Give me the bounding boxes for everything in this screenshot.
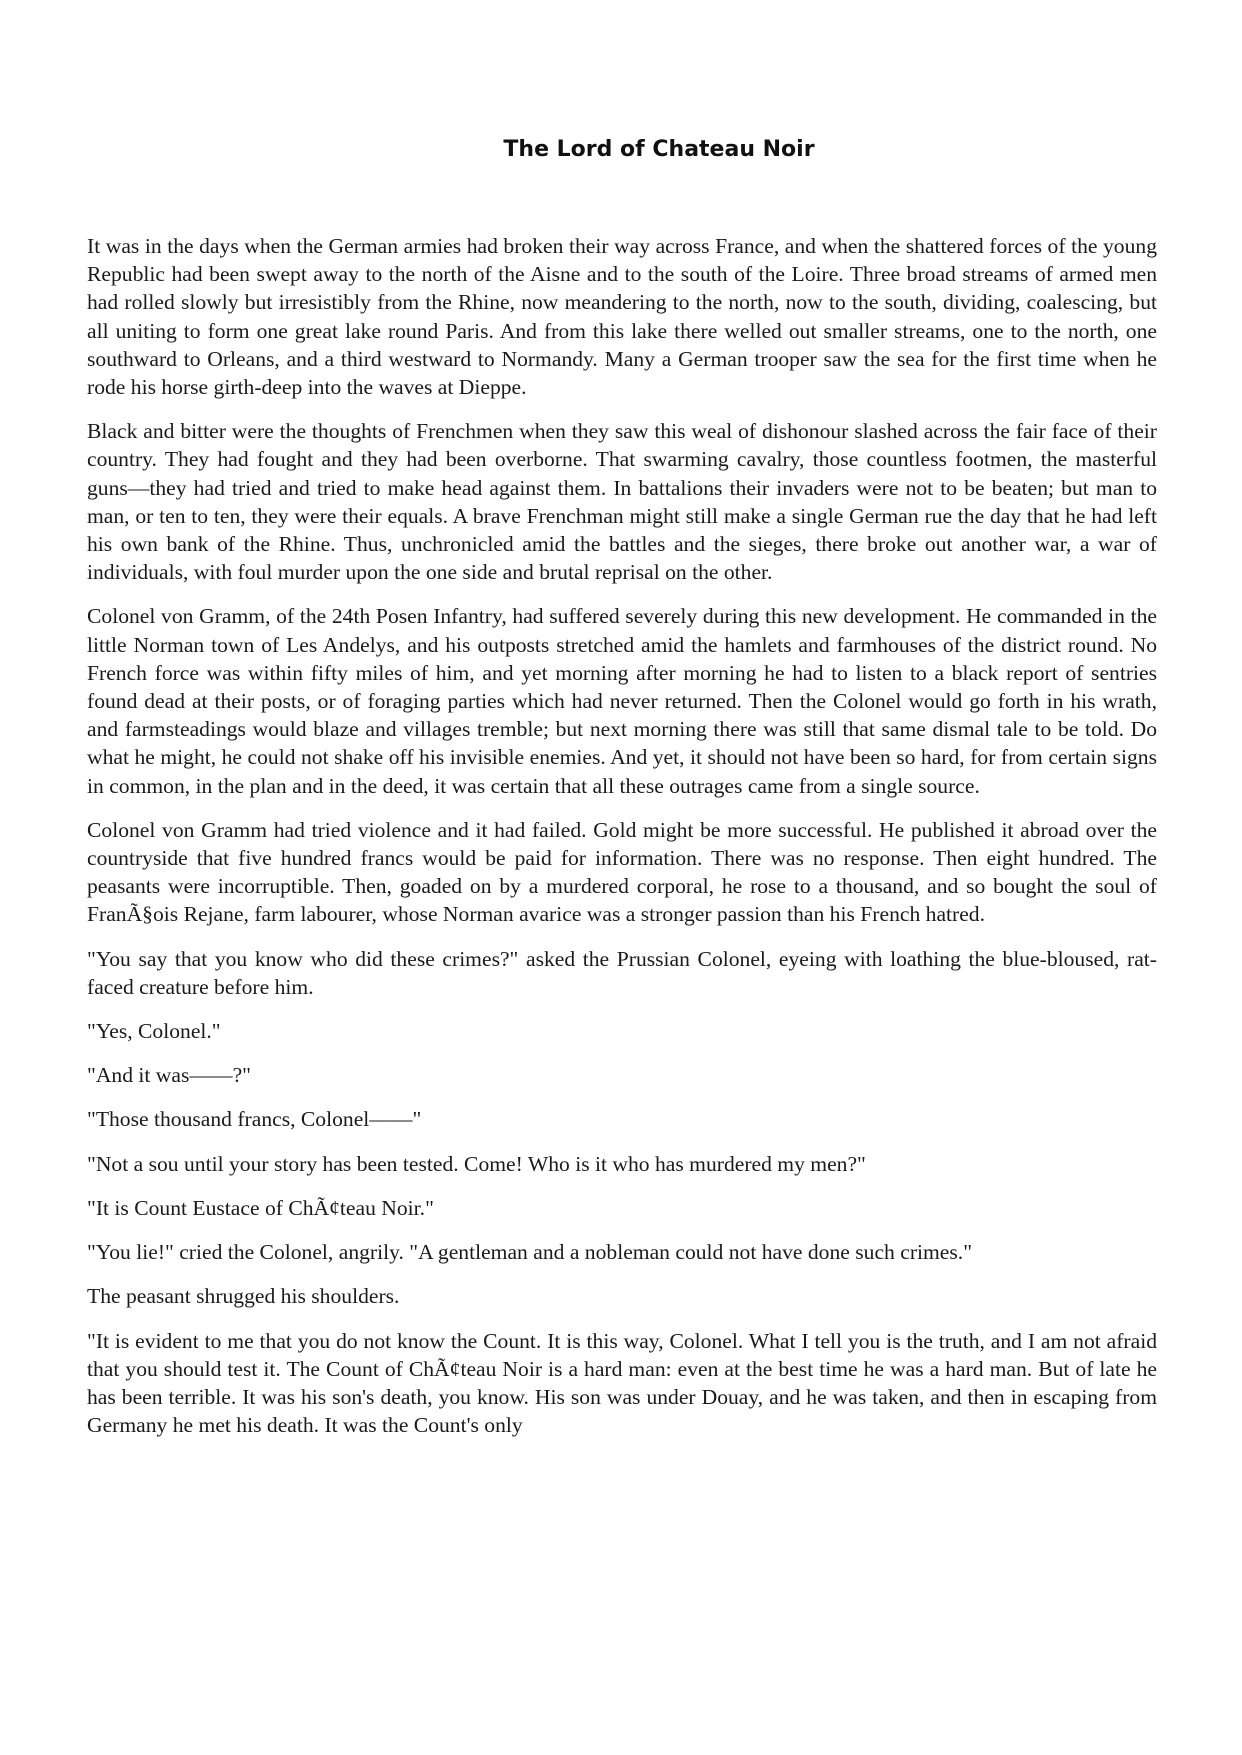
paragraph: Colonel von Gramm had tried violence and it had failed. Gold might be more successful. He published it abroad over the countryside that five hundred francs would be paid for information. There was no response. Then eight hundred. The peasants were incorruptible. Then, goaded on by a murdered corporal, he rose to a thousand, and so bought the soul of FranÃ§ois Rejane, farm labourer, whose Norman avarice was a stronger passion than his French hatred. <box>87 817 1157 927</box>
paragraph: "And it was——?" <box>87 1063 251 1088</box>
story-body <box>87 232 1157 1439</box>
paragraph: "Yes, Colonel." <box>87 1019 221 1044</box>
paragraph: The peasant shrugged his shoulders. <box>87 1284 400 1309</box>
paragraph: "You lie!" cried the Colonel, angrily. "A gentleman and a nobleman could not have done such crimes." <box>87 1240 973 1265</box>
paragraph: Black and bitter were the thoughts of Frenchmen when they saw this weal of dishonour slashed across the fair face of their country. They had fought and they had been overborne. That swarming cavalry, those countless footmen, the masterful guns—they had tried and tried to make head against them. In battalions their invaders were not to be beaten; but man to man, or ten to ten, they were their equals. A brave Frenchman might still make a single German rue the day that he had left his own bank of the Rhine. Thus, unchronicled amid the battles and the sieges, there broke out another war, a war of individuals, with foul murder upon the one side and brutal reprisal on the other. <box>87 419 1157 585</box>
paragraph: "You say that you know who did these crimes?" asked the Prussian Colonel, eyeing with loathing the blue-bloused, rat-faced creature before him. <box>87 946 1157 999</box>
page-title: The Lord of Chateau Noir <box>503 137 815 162</box>
paragraph: Colonel von Gramm, of the 24th Posen Infantry, had suffered severely during this new development. He commanded in the little Norman town of Les Andelys, and his outposts stretched amid the hamlets and farmhouses of the district round. No French force was within fifty miles of him, and yet morning after morning he had to listen to a black report of sentries found dead at their posts, or of foraging parties which had never returned. Then the Colonel would go forth in his wrath, and farmsteadings would blaze and villages tremble; but next morning there was still that same dismal tale to be told. Do what he might, he could not shake off his invisible enemies. And yet, it should not have been so hard, for from certain signs in common, in the plan and in the deed, it was certain that all these outrages came from a single source. <box>87 604 1157 798</box>
paragraph: "It is evident to me that you do not know the Count. It is this way, Colonel. What I tell you is the truth, and I am not afraid that you should test it. The Count of ChÃ¢teau Noir is a hard man: even at the best time he was a hard man. But of late he has been terrible. It was his son's death, you know. His son was under Douay, and he was taken, and then in escaping from Germany he met his death. It was the Count's only <box>87 1328 1157 1438</box>
paragraph: "Not a sou until your story has been tested. Come! Who is it who has murdered my men?" <box>87 1151 866 1176</box>
paragraph: "Those thousand francs, Colonel——" <box>87 1107 422 1132</box>
paragraph: "It is Count Eustace of ChÃ¢teau Noir." <box>87 1195 434 1220</box>
paragraph: It was in the days when the German armies had broken their way across France, and when the shattered forces of the young Republic had been swept away to the north of the Aisne and to the south of the Loire. Three broad streams of armed men had rolled slowly but irresistibly from the Rhine, now meandering to the north, now to the south, dividing, coalescing, but all uniting to form one great lake round Paris. And from this lake there welled out smaller streams, one to the north, one southward to Orleans, and a third westward to Normandy. Many a German trooper saw the sea for the first time when he rode his horse girth-deep into the waves at Dieppe. <box>87 234 1157 400</box>
